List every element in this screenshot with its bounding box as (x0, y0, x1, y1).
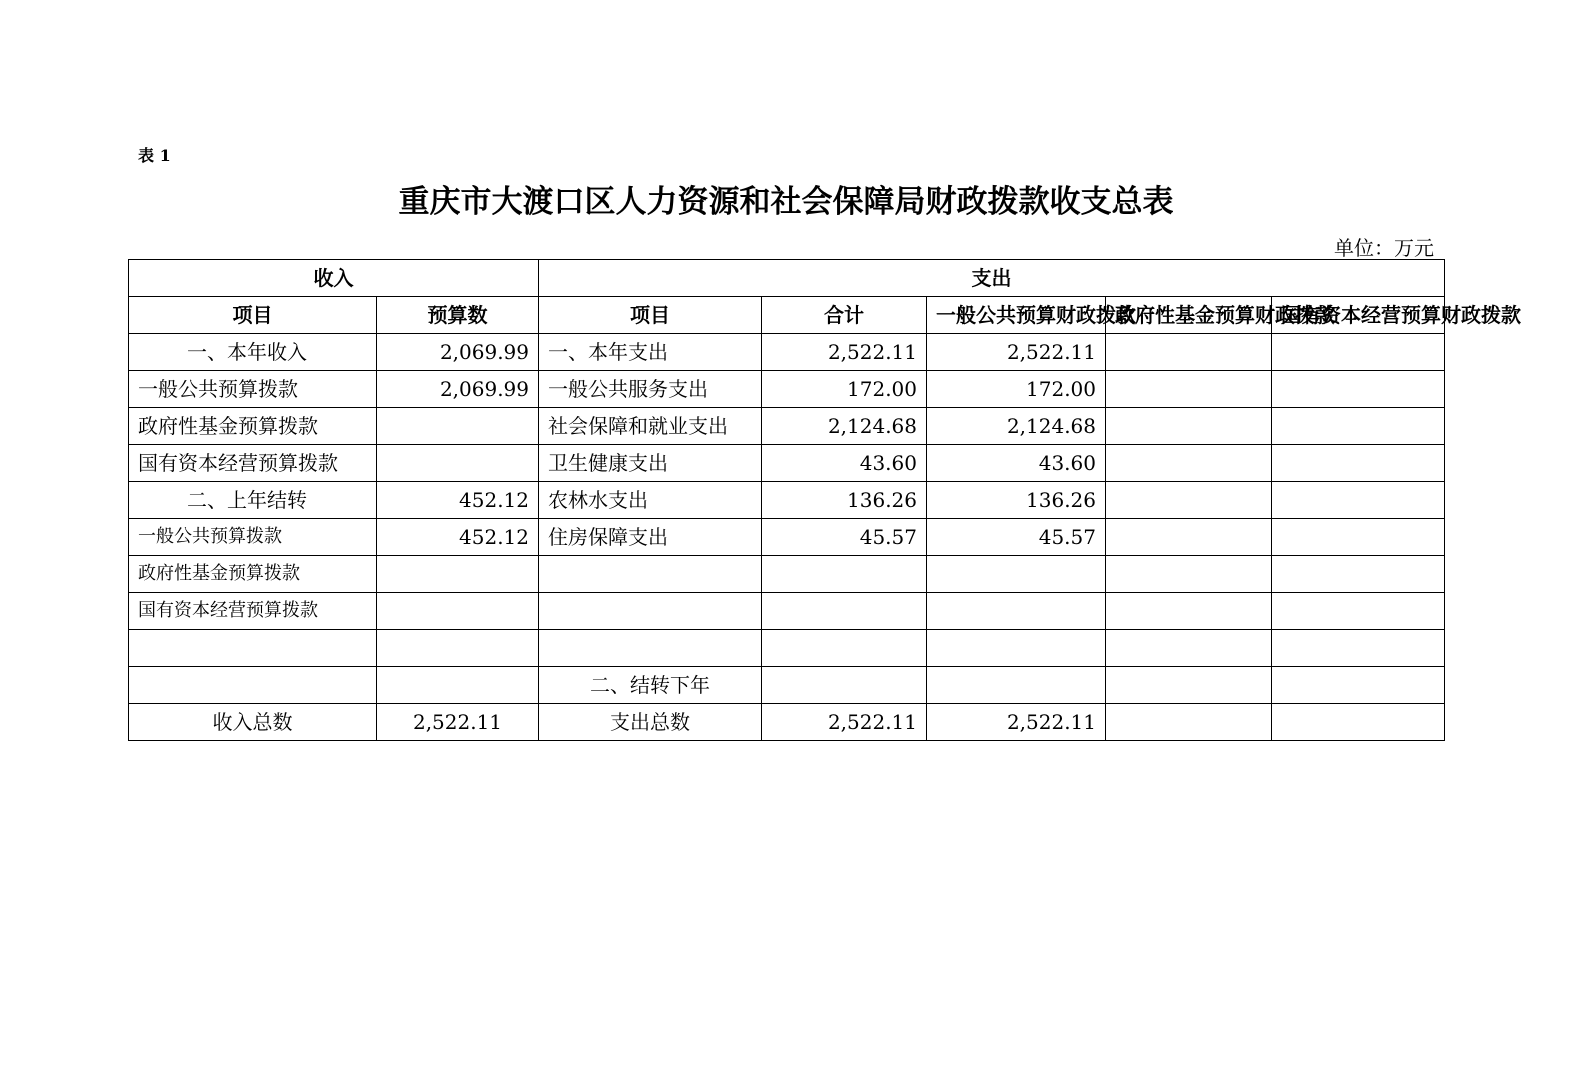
column-header: 一般公共预算财政拨款 (927, 297, 1106, 334)
expenditure-total-label: 支出总数 (539, 704, 762, 741)
income-amount (377, 630, 539, 667)
gov-fund-amount (1106, 445, 1272, 482)
general-budget-amount: 2,522.11 (927, 334, 1106, 371)
expenditure-item: 一、本年支出 (539, 334, 762, 371)
expenditure-total (762, 593, 927, 630)
expenditure-total: 45.57 (762, 519, 927, 556)
header-expenditure: 支出 (539, 260, 1445, 297)
general-budget-amount (927, 630, 1106, 667)
general-budget-amount: 172.00 (927, 371, 1106, 408)
expenditure-total (762, 667, 927, 704)
expenditure-item: 农林水支出 (539, 482, 762, 519)
general-budget-amount: 2,522.11 (927, 704, 1106, 741)
expenditure-total: 43.60 (762, 445, 927, 482)
income-amount (377, 445, 539, 482)
income-amount: 2,069.99 (377, 371, 539, 408)
income-amount: 452.12 (377, 519, 539, 556)
column-header: 预算数 (377, 297, 539, 334)
expenditure-total (762, 556, 927, 593)
expenditure-item (539, 630, 762, 667)
header-income: 收入 (129, 260, 539, 297)
expenditure-total (762, 630, 927, 667)
state-capital-amount (1272, 519, 1445, 556)
header-row-columns (129, 297, 1445, 334)
general-budget-amount: 45.57 (927, 519, 1106, 556)
general-budget-amount (927, 556, 1106, 593)
table-row (129, 371, 1445, 408)
state-capital-amount (1272, 593, 1445, 630)
page-title: 重庆市大渡口区人力资源和社会保障局财政拨款收支总表 (398, 184, 1174, 220)
expenditure-item: 社会保障和就业支出 (539, 408, 762, 445)
state-capital-amount (1272, 408, 1445, 445)
column-header: 项目 (129, 297, 377, 334)
income-item (129, 630, 377, 667)
unit-label: 单位：万元 (1334, 236, 1434, 260)
expenditure-item: 二、结转下年 (539, 667, 762, 704)
gov-fund-amount (1106, 408, 1272, 445)
table-row (129, 445, 1445, 482)
table-row (129, 593, 1445, 630)
table-row (129, 556, 1445, 593)
income-item: 一、本年收入 (129, 334, 377, 371)
income-amount (377, 408, 539, 445)
income-item: 二、上年结转 (129, 482, 377, 519)
expenditure-item: 住房保障支出 (539, 519, 762, 556)
income-item: 国有资本经营预算拨款 (129, 445, 377, 482)
income-item: 一般公共预算拨款 (129, 519, 377, 556)
income-item: 国有资本经营预算拨款 (129, 593, 377, 630)
column-header: 政府性基金预算财政拨款 (1106, 297, 1272, 334)
income-amount (377, 593, 539, 630)
gov-fund-amount (1106, 704, 1272, 741)
column-header: 合计 (762, 297, 927, 334)
expenditure-total: 172.00 (762, 371, 927, 408)
expenditure-item: 卫生健康支出 (539, 445, 762, 482)
gov-fund-amount (1106, 556, 1272, 593)
total-row (129, 704, 1445, 741)
general-budget-amount (927, 667, 1106, 704)
income-total-label: 收入总数 (129, 704, 377, 741)
table-row (129, 408, 1445, 445)
budget-table (128, 259, 1521, 741)
expenditure-item (539, 556, 762, 593)
gov-fund-amount (1106, 334, 1272, 371)
table-row (129, 482, 1445, 519)
general-budget-amount: 136.26 (927, 482, 1106, 519)
general-budget-amount (927, 593, 1106, 630)
expenditure-item (539, 593, 762, 630)
general-budget-amount: 43.60 (927, 445, 1106, 482)
state-capital-amount (1272, 667, 1445, 704)
state-capital-amount (1272, 704, 1445, 741)
header-row-top (129, 260, 1445, 297)
state-capital-amount (1272, 445, 1445, 482)
income-item: 政府性基金预算拨款 (129, 408, 377, 445)
table-row (129, 519, 1445, 556)
table-row (129, 667, 1445, 704)
gov-fund-amount (1106, 519, 1272, 556)
expenditure-total: 2,522.11 (762, 334, 927, 371)
state-capital-amount (1272, 371, 1445, 408)
state-capital-amount (1272, 556, 1445, 593)
income-item: 政府性基金预算拨款 (129, 556, 377, 593)
general-budget-amount: 2,124.68 (927, 408, 1106, 445)
income-amount (377, 667, 539, 704)
gov-fund-amount (1106, 371, 1272, 408)
income-amount: 2,069.99 (377, 334, 539, 371)
state-capital-amount (1272, 482, 1445, 519)
column-header: 国有资本经营预算财政拨款 (1272, 297, 1445, 334)
income-item (129, 667, 377, 704)
income-item: 一般公共预算拨款 (129, 371, 377, 408)
income-total-amount: 2,522.11 (377, 704, 539, 741)
income-amount: 452.12 (377, 482, 539, 519)
table-row (129, 334, 1445, 371)
state-capital-amount (1272, 334, 1445, 371)
expenditure-item: 一般公共服务支出 (539, 371, 762, 408)
gov-fund-amount (1106, 482, 1272, 519)
table-number: 表 1 (138, 146, 171, 165)
gov-fund-amount (1106, 593, 1272, 630)
expenditure-total: 2,522.11 (762, 704, 927, 741)
expenditure-total: 136.26 (762, 482, 927, 519)
expenditure-total: 2,124.68 (762, 408, 927, 445)
table-row (129, 630, 1445, 667)
gov-fund-amount (1106, 667, 1272, 704)
income-amount (377, 556, 539, 593)
state-capital-amount (1272, 630, 1445, 667)
gov-fund-amount (1106, 630, 1272, 667)
column-header: 项目 (539, 297, 762, 334)
